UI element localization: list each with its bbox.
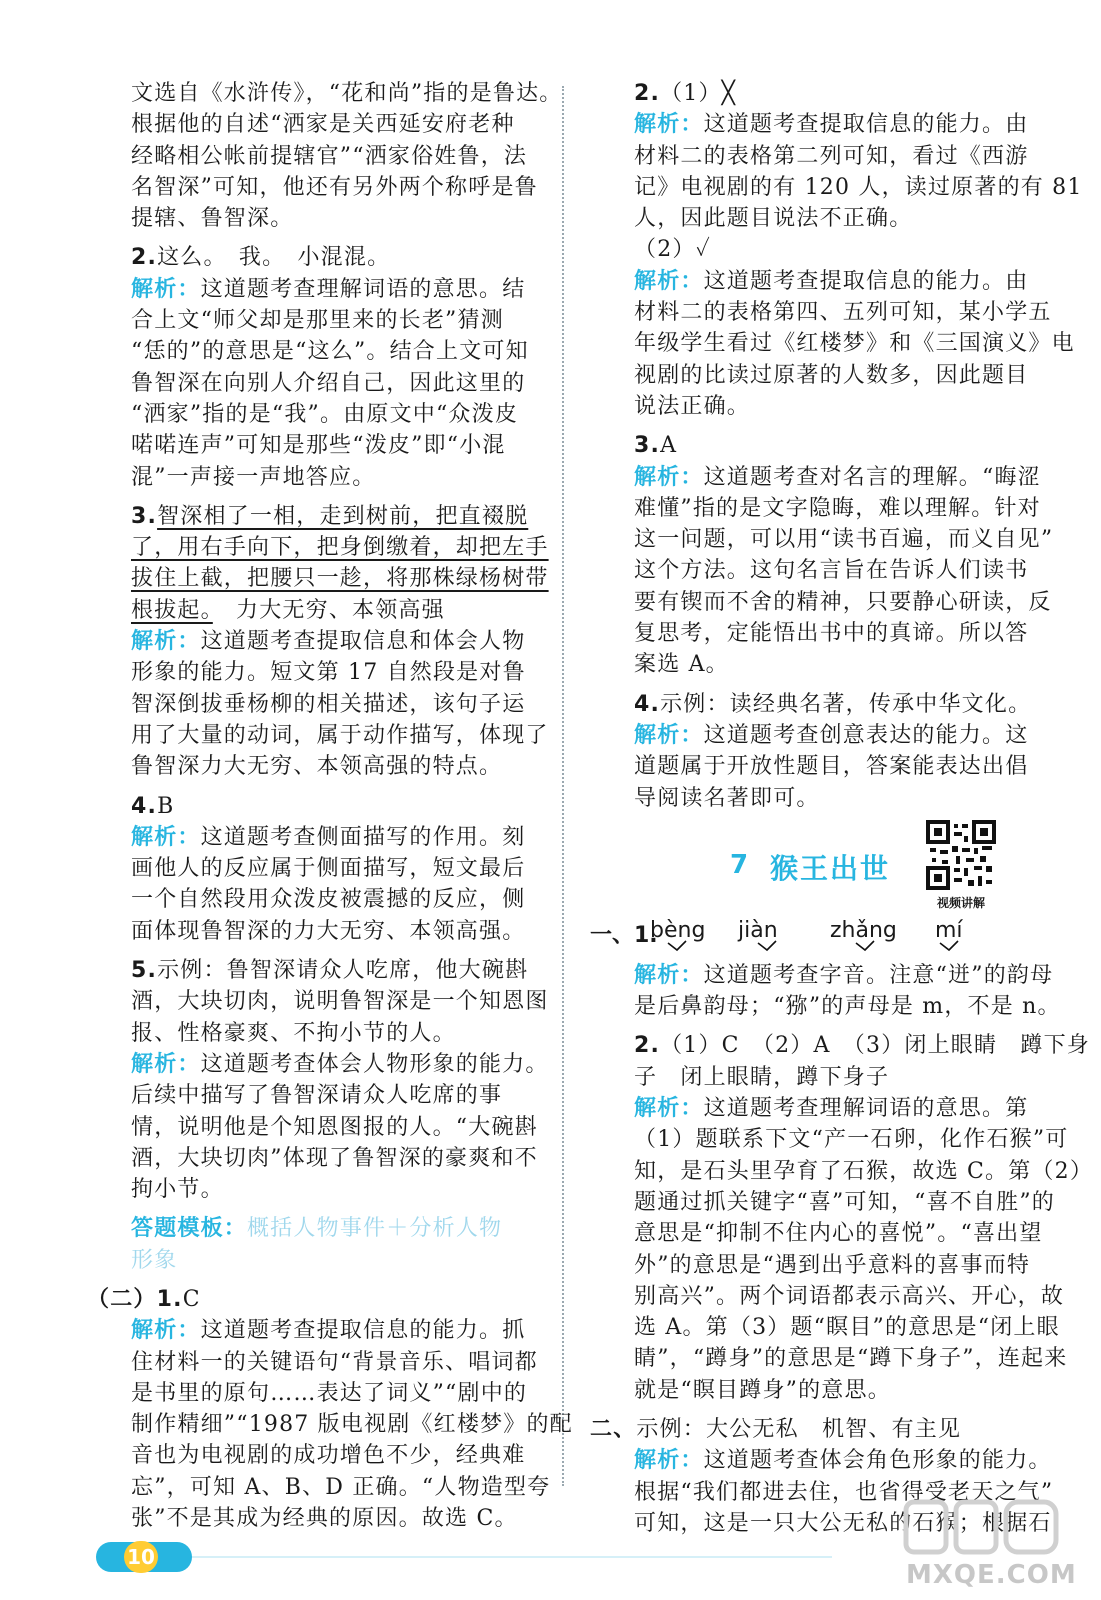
line-text: 形象的能力。短文第 17 自然段是对鲁 — [131, 660, 526, 686]
line-text: 画他人的反应属于侧面描写，短文最后 — [131, 856, 526, 882]
column-divider — [562, 86, 564, 1486]
text-line — [634, 78, 1042, 109]
line-text: 是书里的原句……表达了词义”“剧中的 — [131, 1380, 528, 1406]
spacer — [131, 234, 539, 242]
text-line — [634, 1062, 1042, 1093]
line-text: 别高兴”。两个词语都表示高兴、开心，故 — [634, 1283, 1065, 1309]
text-line — [634, 328, 1075, 359]
text-line — [131, 595, 539, 626]
check-mark-icon — [756, 940, 778, 952]
analysis-label: 解析： — [634, 268, 704, 294]
line-text: （1）题联系下文“产一石卵，化作石猴”可 — [634, 1127, 1069, 1153]
footer-rule — [192, 1556, 832, 1558]
text-line — [131, 720, 549, 751]
text-line — [131, 822, 539, 853]
text-line — [131, 462, 539, 493]
text-line — [634, 1250, 1042, 1281]
qr-caption: 视频讲解 — [936, 895, 985, 910]
text-line — [131, 501, 539, 532]
spacer — [131, 493, 539, 501]
pinyin-item: mí — [935, 917, 963, 943]
text-line — [131, 203, 539, 234]
question-number: 2. — [634, 1033, 661, 1059]
analysis-label: 解析： — [634, 962, 704, 988]
text-line — [634, 266, 1042, 297]
line-text: 这道题考查体会角色形象的能力。 — [703, 1448, 1052, 1474]
line-text: 鲁智深在向别人介绍自己，因此这里的 — [131, 370, 526, 396]
line-text: 导阅读名著即可。 — [634, 785, 820, 811]
analysis-label: 解析： — [131, 276, 201, 302]
text-line — [634, 524, 1054, 555]
text-line — [131, 1112, 539, 1143]
text-line — [131, 1503, 539, 1534]
line-text: 示例：大公无私 机智、有主见 — [636, 1416, 962, 1442]
text-line — [634, 618, 1042, 649]
line-text: 这道题考查理解词语的意思。第 — [703, 1096, 1029, 1122]
spacer — [634, 1022, 1042, 1030]
text-line — [131, 305, 539, 336]
text-line — [634, 783, 1042, 814]
line-text: 知，是石头里孕育了石猴，故选 C。第（2） — [634, 1158, 1094, 1184]
line-text: 拘小节。 — [131, 1177, 224, 1203]
text-line — [131, 1440, 539, 1471]
line-text: 这一问题，可以用“读书百遍，而义自见” — [634, 527, 1054, 553]
text-line — [634, 960, 1054, 991]
line-text: 这道题考查创意表达的能力。这 — [703, 722, 1029, 748]
line-text: 睛”，“蹲身”的意思是“蹲下身子”，连起来 — [634, 1346, 1068, 1372]
line-text: 酒，大块切肉，说明鲁智深是一个知恩图 — [131, 989, 549, 1015]
line-text: A — [660, 433, 678, 459]
text-line — [634, 1343, 1068, 1374]
text-line — [131, 1174, 539, 1205]
line-text: 喏喏连声”可知是那些“泼皮”即“小混 — [131, 433, 506, 459]
right-column — [590, 78, 1094, 1539]
line-text: 忘”，可知 A、B、D 正确。“人物造型夸 — [131, 1474, 551, 1500]
line-text: 记》电视剧的有 120 人，读过原著的有 81 — [634, 174, 1083, 200]
text-line — [634, 1093, 1042, 1124]
text-line — [131, 1245, 539, 1276]
right-column-top — [634, 78, 1083, 814]
template-label: 答题模板： — [131, 1216, 248, 1242]
watermark-text: MXQE.COM — [906, 1560, 1077, 1590]
check-mark-icon — [938, 940, 960, 952]
text-line — [634, 649, 1042, 680]
pinyin-item: jiàn — [738, 917, 778, 943]
pinyin-item: bèng — [650, 917, 706, 943]
line-text: 人，因此题目说法不正确。 — [634, 206, 913, 232]
line-text: 年级学生看过《红楼梦》和《三国演义》电 — [634, 331, 1075, 357]
line-text: 难懂”指的是文字隐晦，难以理解。针对 — [634, 495, 1041, 521]
text-line — [131, 1143, 539, 1174]
text-line — [131, 399, 539, 430]
line-text: 经略相公帐前提辖官”“洒家俗姓鲁，法 — [131, 143, 528, 169]
text-line — [131, 109, 539, 140]
text-line — [634, 1030, 1090, 1061]
text-line — [131, 172, 539, 203]
text-line — [131, 563, 549, 594]
spacer — [634, 1406, 1042, 1414]
lesson-header — [634, 820, 1042, 912]
question-number: 4. — [634, 691, 661, 717]
question-number: 3. — [634, 433, 661, 459]
line-text: 示例：读经典名著，传承中华文化。 — [660, 691, 1032, 717]
text-line — [634, 991, 1061, 1022]
line-text: 提辖、鲁智深。 — [131, 206, 294, 232]
line-text: 可知，这是一只大公无私的石猴；根据石 — [634, 1510, 1052, 1536]
text-line — [87, 1284, 539, 1315]
question-number: 5. — [131, 958, 158, 984]
text-line — [634, 109, 1042, 140]
text-line — [634, 234, 1042, 265]
text-line — [131, 430, 539, 461]
check-mark-icon — [666, 940, 688, 952]
line-text: 名智深”可知，他还有另外两个称呼是鲁 — [131, 174, 538, 200]
text-line — [131, 955, 539, 986]
text-line — [131, 242, 539, 273]
template-text: 形象 — [131, 1247, 178, 1273]
spacer — [131, 1276, 539, 1284]
line-text: 智深倒拔垂杨柳的相关描述，该句子运 — [131, 691, 526, 717]
text-line — [634, 720, 1042, 751]
text-line — [634, 1187, 1055, 1218]
analysis-label: 解析： — [634, 1096, 704, 1122]
lesson-number: 7 — [730, 849, 749, 880]
line-text: （1）C （2）A （3）闭上眼睛 蹲下身 — [660, 1033, 1090, 1059]
text-line — [634, 203, 1042, 234]
pinyin-answers — [590, 916, 1042, 960]
line-text: 复思考，定能悟出书中的真谛。所以答 — [634, 621, 1029, 647]
text-line — [131, 986, 549, 1017]
line-text: 力大无穷、本领高强 — [212, 597, 445, 623]
line-text: 音也为电视剧的成功增色不少，经典难 — [131, 1443, 526, 1469]
text-line — [131, 657, 539, 688]
text-line — [634, 141, 1042, 172]
text-line — [634, 1156, 1094, 1187]
text-line — [634, 391, 1042, 422]
text-line — [590, 1414, 1042, 1445]
analysis-label: 解析： — [131, 824, 201, 850]
text-line — [131, 1213, 539, 1244]
text-line — [634, 555, 1042, 586]
text-line — [634, 462, 1042, 493]
line-text: 材料二的表格第四、五列可知，某小学五 — [634, 300, 1052, 326]
line-text: “洒家”指的是“我”。由原文中“众泼皮 — [131, 401, 519, 427]
spacer — [131, 947, 539, 955]
analysis-label: 解析： — [634, 464, 704, 490]
line-text: （2）✓ — [634, 237, 711, 263]
line-text: 外”的意思是“遇到出乎意料的喜事而特 — [634, 1252, 1031, 1278]
underlined-answer: 拔住上截，把腰只一趁，将那株绿杨树带 — [131, 566, 549, 592]
analysis-label: 解析： — [131, 1051, 201, 1077]
line-text: 面体现鲁智深的力大无穷、本领高强。 — [131, 918, 526, 944]
line-text: B — [157, 793, 175, 819]
text-line — [131, 1315, 539, 1346]
page-number: 10 — [124, 1541, 158, 1573]
text-line — [131, 274, 539, 305]
text-line — [634, 751, 1042, 782]
line-text: 材料二的表格第二列可知，看过《西游 — [634, 143, 1029, 169]
line-text: 题通过抓关键字“喜”可知，“喜不自胜”的 — [634, 1189, 1055, 1215]
text-line — [634, 1312, 1060, 1343]
question-number: 2. — [131, 245, 158, 271]
text-line — [634, 172, 1083, 203]
line-text: 这道题考查提取信息的能力。由 — [703, 112, 1029, 138]
left-column — [87, 78, 573, 1534]
line-text: 这么。 我。 小混混。 — [157, 245, 391, 271]
right-column-bottom — [590, 960, 1094, 1539]
text-line — [131, 336, 539, 367]
text-line — [131, 626, 539, 657]
line-text: “恁的”的意思是“这么”。结合上文可知 — [131, 339, 529, 365]
line-text: 视剧的比读过原著的人数多，因此题目 — [634, 362, 1029, 388]
text-line — [131, 78, 563, 109]
spacer — [131, 783, 539, 791]
line-text: 根据“我们都进去住，也省得受老天之气” — [634, 1479, 1054, 1505]
analysis-label: 解析： — [634, 112, 704, 138]
line-text: 张”不是其成为经典的原因。故选 C。 — [131, 1506, 518, 1532]
text-line — [131, 853, 539, 884]
analysis-label: 解析： — [634, 722, 704, 748]
text-line — [634, 1375, 1042, 1406]
text-line — [634, 1281, 1065, 1312]
spacer — [634, 681, 1042, 689]
text-line — [131, 1409, 573, 1440]
line-text: 这道题考查提取信息的能力。由 — [703, 268, 1029, 294]
underlined-answer: 智深相了一相，走到树前，把直裰脱 — [157, 503, 529, 529]
text-line — [131, 532, 549, 563]
line-text: 混”一声接一声地答应。 — [131, 464, 376, 490]
text-line — [131, 791, 539, 822]
line-text: 文选自《水浒传》，“花和尚”指的是鲁达。 — [131, 81, 563, 106]
text-line — [634, 1218, 1042, 1249]
analysis-label: 解析： — [131, 629, 201, 655]
line-text: 合上文“师父却是那里来的长老”猜测 — [131, 308, 504, 334]
line-text: 一个自然段用众泼皮被震撼的反应，侧 — [131, 887, 526, 913]
question-number: 3. — [131, 503, 158, 529]
analysis-label: 解析： — [131, 1318, 201, 1344]
pinyin-item: zhǎng — [830, 917, 897, 943]
line-text: 这道题考查侧面描写的作用。刻 — [200, 824, 526, 850]
line-text: 道题属于开放性题目，答案能表达出倡 — [634, 754, 1029, 780]
line-text: 是后鼻韵母；“猕”的声母是 m，不是 n。 — [634, 994, 1061, 1020]
section-label: 二、 — [590, 1416, 637, 1442]
line-text: 就是“瞑目蹲身”的意思。 — [634, 1377, 891, 1403]
text-line — [634, 360, 1042, 391]
text-line — [634, 1124, 1069, 1155]
line-text: 要有锲而不舍的精神，只要静心研读，反 — [634, 589, 1052, 615]
question-number: 2. — [634, 81, 661, 106]
text-line — [131, 1080, 539, 1111]
text-line — [131, 884, 539, 915]
line-text: 后续中描写了鲁智深请众人吃席的事 — [131, 1083, 503, 1109]
line-text: 情，说明他是个知恩图报的人。“大碗斟 — [131, 1114, 538, 1140]
template-text: 概括人物事件＋分析人物 — [247, 1216, 503, 1242]
spacer — [634, 422, 1042, 430]
qr-code-icon[interactable] — [926, 820, 996, 890]
line-text: 这个方法。这句名言旨在告诉人们读书 — [634, 558, 1029, 584]
question-number: 1. — [156, 1286, 183, 1312]
line-text: 子 闭上眼睛，蹲下身子 — [634, 1064, 890, 1090]
line-text: 说法正确。 — [634, 393, 751, 419]
text-line — [131, 1347, 539, 1378]
text-line — [634, 689, 1042, 720]
text-line — [634, 587, 1052, 618]
text-line — [131, 916, 539, 947]
text-line — [634, 1445, 1052, 1476]
line-text: 意思是“抑制不住内心的喜悦”。“喜出望 — [634, 1221, 1043, 1247]
line-text: 用了大量的动词，属于动作描写，体现了 — [131, 722, 549, 748]
line-text: 这道题考查体会人物形象的能力。 — [200, 1051, 549, 1077]
line-text: （1）╳ — [660, 81, 737, 106]
text-line — [634, 297, 1052, 328]
line-text: 这道题考查字音。注意“迸”的韵母 — [703, 962, 1054, 988]
text-line — [131, 368, 539, 399]
line-text: 案选 A。 — [634, 652, 729, 678]
underlined-answer: 根拔起。 — [131, 597, 213, 623]
line-text: 这道题考查对名言的理解。“晦涩 — [703, 464, 1041, 490]
underlined-answer: 了，用右手向下，把身倒缴着，却把左手 — [131, 535, 549, 561]
line-text: 制作精细”“1987 版电视剧《红楼梦》的配 — [131, 1412, 573, 1438]
line-text: 酒，大块切肉”体现了鲁智深的豪爽和不 — [131, 1145, 538, 1171]
question-number: 4. — [131, 793, 158, 819]
section-label: （二） — [87, 1286, 157, 1312]
lesson-title: 猴王出世 — [770, 851, 891, 885]
analysis-label: 解析： — [634, 1448, 704, 1474]
line-text: 这道题考查提取信息和体会人物 — [200, 629, 526, 655]
text-line — [131, 1472, 551, 1503]
line-text: 报、性格豪爽、不拘小节的人。 — [131, 1020, 456, 1046]
text-line — [131, 751, 539, 782]
section-number: 一、1. — [590, 922, 658, 948]
line-text: 鲁智深力大无穷、本领高强的特点。 — [131, 754, 503, 780]
check-mark-icon — [854, 940, 876, 952]
line-text: 这道题考查理解词语的意思。结 — [200, 276, 526, 302]
line-text: 示例：鲁智深请众人吃席，他大碗斟 — [157, 958, 529, 984]
line-text: 选 A。第（3）题“瞑目”的意思是“闭上眼 — [634, 1315, 1060, 1341]
line-text: 住材料一的关键语句“背景音乐、唱词都 — [131, 1349, 538, 1375]
line-text: C — [182, 1286, 201, 1312]
text-line — [634, 493, 1042, 524]
line-text: 根据他的自述“洒家是关西延安府老种 — [131, 112, 515, 138]
line-text: 这道题考查提取信息的能力。抓 — [200, 1318, 526, 1344]
text-line — [131, 1049, 549, 1080]
text-line — [634, 430, 1042, 461]
text-line — [131, 1378, 539, 1409]
text-line — [131, 1018, 539, 1049]
text-line — [131, 141, 539, 172]
text-line — [131, 689, 539, 720]
spacer — [131, 1205, 539, 1213]
